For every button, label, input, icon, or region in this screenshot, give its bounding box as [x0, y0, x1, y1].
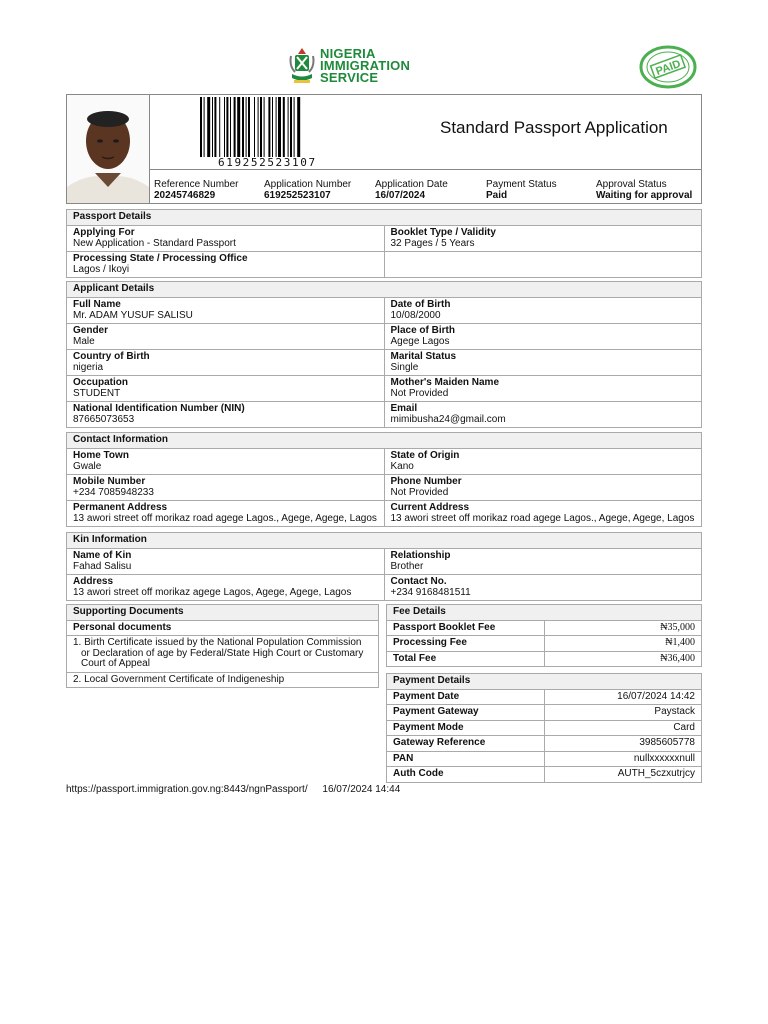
application-date: Application Date 16/07/2024: [375, 179, 448, 201]
section-heading: Passport Details: [67, 210, 702, 226]
section-heading: Contact Information: [67, 433, 702, 449]
fee-details-table: Fee Details Passport Booklet Fee ₦35,000 Processing Fee ₦1,400 Total Fee ₦36,400: [386, 604, 702, 667]
payment-status: Payment Status Paid: [486, 179, 557, 201]
section-heading: Fee Details: [387, 605, 702, 621]
page-title: Standard Passport Application: [440, 118, 668, 137]
stamp-text: PAID: [654, 57, 683, 78]
applicant-details-table: Applicant Details Full Name Mr. ADAM YUSUF SALISU Date of Birth 10/08/2000 Gender Male Place of Birth Agege Lagos Country of Birth nigeria Marital Status Single Occupation STUDENT Mother's Maiden Name Not Provided National Identification Number (NIN) 87665073653 Email mimibusha24@gmail.com: [66, 281, 702, 428]
supporting-documents-table: Supporting Documents Personal documents 1. Birth Certificate issued by the National Population Commission or Declaration of age by Federal/State High Court or Customary Court of Appeal 2. Local Government Certificate of Indigeneship: [66, 604, 379, 688]
section-heading: Applicant Details: [67, 282, 702, 298]
section-heading: Kin Information: [67, 533, 702, 549]
reference-number: Reference Number 20245746829: [154, 179, 239, 201]
print-footer: [66, 784, 400, 795]
payment-details-table: Payment Details Payment Date 16/07/2024 14:42 Payment Gateway Paystack Payment Mode Card Gateway Reference 3985605778 PAN nullxxxxxxnull Auth Code AUTH_5czxutrjcy: [386, 673, 702, 783]
passport-details-table: Passport Details Applying For New Application - Standard Passport Booklet Type / Validity 32 Pages / 5 Years Processing State / Processing Office Lagos / Ikoyi: [66, 209, 702, 278]
barcode-icon: [200, 97, 330, 157]
page-url: https://passport.immigration.gov.ng:8443/ngnPassport/: [66, 784, 308, 795]
approval-status: Approval Status Waiting for approval: [596, 179, 693, 201]
document-item: 2. Local Government Certificate of Indigeneship: [67, 672, 379, 688]
coat-of-arms-icon: [288, 46, 316, 86]
paid-stamp-icon: [638, 44, 698, 90]
document-item: 1. Birth Certificate issued by the National Population Commission or Declaration of age by Federal/State High Court or Customary Court of Appeal: [67, 636, 379, 673]
agency-name: NIGERIA IMMIGRATION SERVICE: [320, 46, 411, 85]
applicant-photo: [67, 95, 150, 203]
application-number: Application Number 619252523107: [264, 179, 352, 201]
contact-information-table: Contact Information Home Town Gwale State of Origin Kano Mobile Number +234 7085948233 Phone Number Not Provided Permanent Address 13 awori street off morikaz road agege Lagos., Agege, Agege, Lagos Current Address 13 awori street off morikaz road agege Lagos., Agege, Agege, Lagos: [66, 432, 702, 527]
section-heading: Supporting Documents: [67, 605, 379, 621]
print-datetime: 16/07/2024 14:44: [322, 784, 401, 795]
barcode-number: 619252523107: [218, 156, 317, 169]
kin-information-table: Kin Information Name of Kin Fahad Salisu Relationship Brother Address 13 awori street off morikaz agege Lagos, Agege, Agege, Lagos Contact No. +234 9168481511: [66, 532, 702, 601]
section-heading: Payment Details: [387, 674, 702, 690]
